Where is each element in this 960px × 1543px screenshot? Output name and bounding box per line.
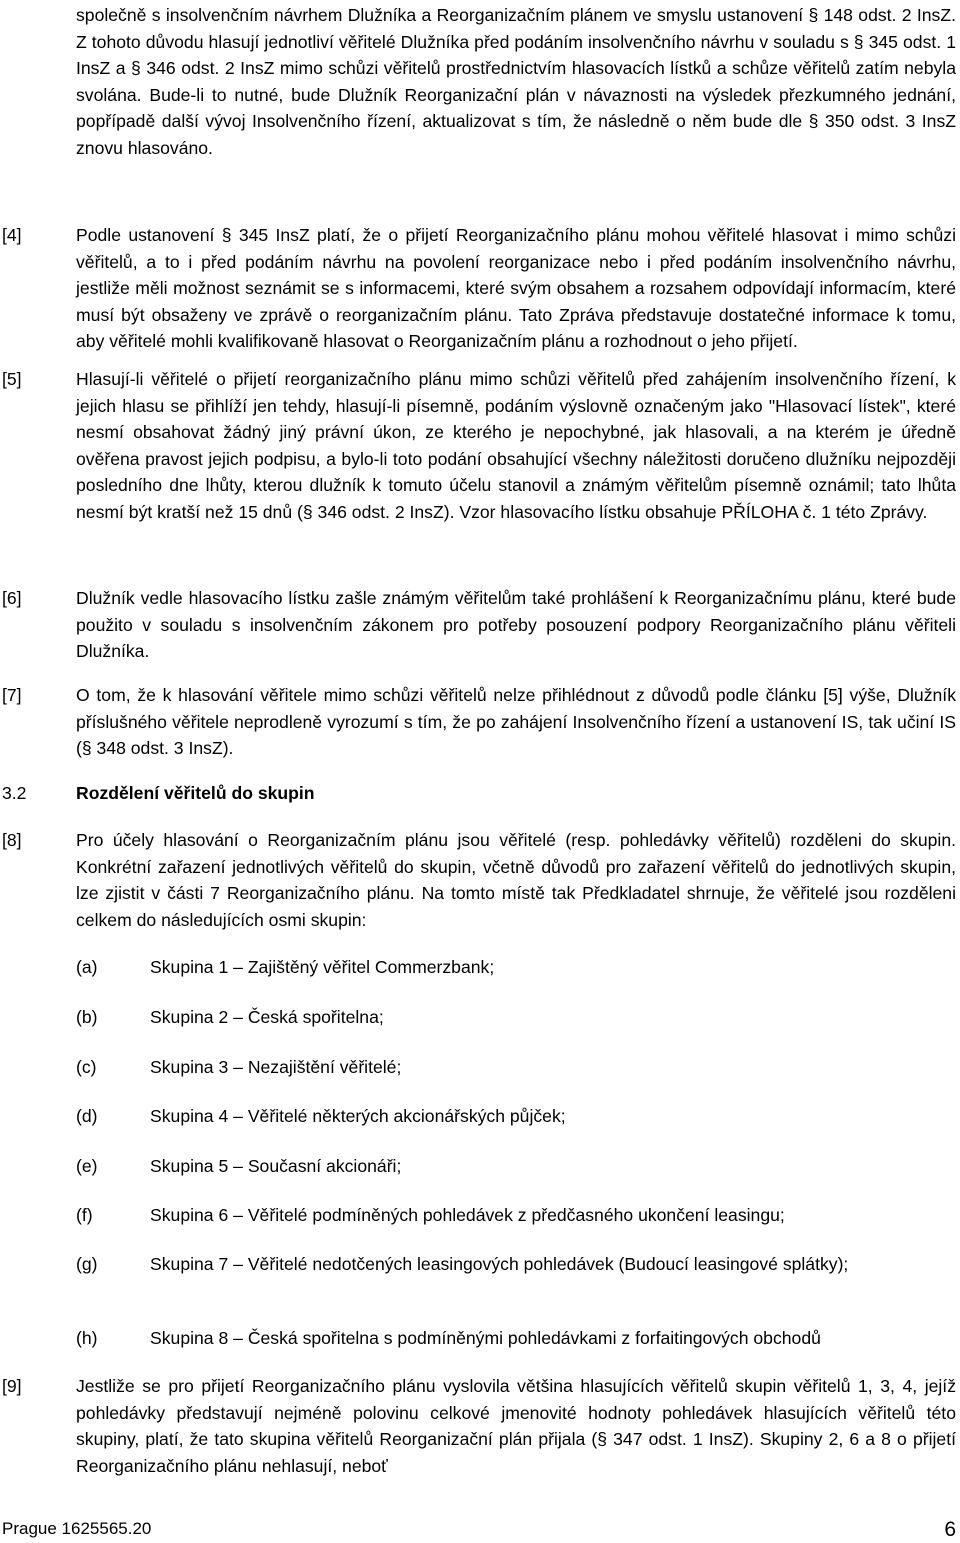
list-item-label: (b) [76, 1007, 98, 1027]
list-item-text: Skupina 5 – Současní akcionáři; [150, 1156, 402, 1176]
paragraph-text: Podle ustanovení § 345 InsZ platí, že o přijetí Reorganizačního plánu mohou věřitelé hlasovat i mimo schůzi věřitelů, a to i před podáním návrhu na povolení reorganizace nebo i před podáním insolvenčního návrhu, jestliže měli možnost seznámit se s informacemi, které svým obsahem a rozsahem odpovídají informacím, které musí být obsaženy ve zprávě o reorganizačním plánu. Tato Zpráva představuje dostatečné informace k tomu, aby věřitelé mohli kvalifikovaně hlasovat o Reorganizačním plánu a rozhodnout o jeho přijetí. [76, 225, 956, 352]
list-item-text: Skupina 8 – Česká spořitelna s podmíněnými pohledávkami z forfaitingových obchodů [150, 1328, 821, 1348]
paragraph-number: [5] [2, 369, 22, 389]
paragraph-number: [7] [2, 685, 22, 705]
list-item-label: (d) [76, 1106, 98, 1126]
paragraph-number: [4] [2, 225, 22, 245]
list-item-text: Skupina 7 – Věřitelé nedotčených leasingových pohledávek (Budoucí leasingové splátky); [150, 1254, 849, 1274]
paragraph-text: společně s insolvenčním návrhem Dlužníka a Reorganizačním plánem ve smyslu ustanovení § 148 odst. 2 InsZ. Z tohoto důvodu hlasují jednotliví věřitelé Dlužníka před podáním insolvenčního návrhu v souladu s § 345 odst. 1 InsZ a § 346 odst. 2 InsZ mimo schůzi věřitelů prostřednictvím hlasovacích lístků a schůze věřitelů zatím nebyla svolána. Bude-li to nutné, bude Dlužník Reorganizační plán v návaznosti na výsledek přezkumného jednání, popřípadě další vývoj Insolvenčního řízení, aktualizovat s tím, že následně o něm bude dle § 350 odst. 3 InsZ znovu hlasováno. [76, 5, 956, 158]
section-number: 3.2 [2, 783, 27, 803]
paragraph-number: [9] [2, 1376, 22, 1396]
list-item-label: (f) [76, 1205, 93, 1225]
paragraph-text: Hlasují-li věřitelé o přijetí reorganizačního plánu mimo schůzi věřitelů před zahájením insolvenčního řízení, k jejich hlasu se přihlíží jen tehdy, hlasují-li písemně, podáním výslovně označeným jako "Hlasovací lístek", které nesmí obsahovat žádný jiný právní úkon, ze kterého je nepochybné, jak hlasovali, a na kterém je úředně ověřena pravost jejich podpisu, a bylo-li toto podání obsahující všechny náležitosti doručeno dlužníku nejpozději posledního dne lhůty, kterou dlužník k tomuto účelu stanovil a známým věřitelům písemně oznámil; tato lhůta nesmí být kratší než 15 dnů (§ 346 odst. 2 InsZ). Vzor hlasovacího lístku obsahuje PŘÍLOHA č. 1 této Zprávy. [76, 369, 956, 522]
paragraph-text: Dlužník vedle hlasovacího lístku zašle známým věřitelům také prohlášení k Reorganizačnímu plánu, které bude použito v souladu s insolvenčním zákonem pro potřeby posouzení podpory Reorganizačního plánu věřiteli Dlužníka. [76, 588, 956, 662]
paragraph-number: [6] [2, 588, 22, 608]
list-item-text: Skupina 2 – Česká spořitelna; [150, 1007, 384, 1027]
list-item-label: (h) [76, 1328, 98, 1348]
paragraph-text: Jestliže se pro přijetí Reorganizačního plánu vyslovila většina hlasujících věřitelů skupin věřitelů 1, 3, 4, jejíž pohledávky představují nejméně polovinu celkové jmenovité hodnoty pohledávek hlasujících věřitelů této skupiny, platí, že tato skupina věřitelů Reorganizační plán přijala (§ 347 odst. 1 InsZ). Skupiny 2, 6 a 8 o přijetí Reorganizačního plánu nehlasují, neboť [76, 1376, 956, 1476]
list-item-text: Skupina 1 – Zajištěný věřitel Commerzbank; [150, 957, 495, 977]
list-item-label: (g) [76, 1254, 98, 1274]
list-item-text: Skupina 3 – Nezajištění věřitelé; [150, 1057, 402, 1077]
section-title: Rozdělení věřitelů do skupin [76, 783, 315, 803]
list-item-label: (a) [76, 957, 98, 977]
paragraph-text: O tom, že k hlasování věřitele mimo schůzi věřitelů nelze přihlédnout z důvodů podle článku [5] výše, Dlužník příslušného věřitele neprodleně vyrozumí s tím, že po zahájení Insolvenčního řízení a ustanovení IS, tak učiní IS (§ 348 odst. 3 InsZ). [76, 685, 956, 759]
list-item-label: (c) [76, 1057, 97, 1077]
paragraph-text: Pro účely hlasování o Reorganizačním plánu jsou věřitelé (resp. pohledávky věřitelů) rozděleni do skupin. Konkrétní zařazení jednotlivých věřitelů do skupin, včetně důvodů pro zařazení věřitelů do jednotlivých skupin, lze zjistit v části 7 Reorganizačního plánu. Na tomto místě tak Předkladatel shrnuje, že věřitelé jsou rozděleni celkem do následujících osmi skupin: [76, 830, 956, 930]
footer-document-id: Prague 1625565.20 [2, 1519, 152, 1538]
list-item-text: Skupina 6 – Věřitelé podmíněných pohledávek z předčasného ukončení leasingu; [150, 1205, 785, 1225]
paragraph-number: [8] [2, 830, 22, 850]
list-item-text: Skupina 4 – Věřitelé některých akcionářských půjček; [150, 1106, 566, 1126]
list-item-label: (e) [76, 1156, 98, 1176]
footer-page-number: 6 [944, 1518, 956, 1541]
